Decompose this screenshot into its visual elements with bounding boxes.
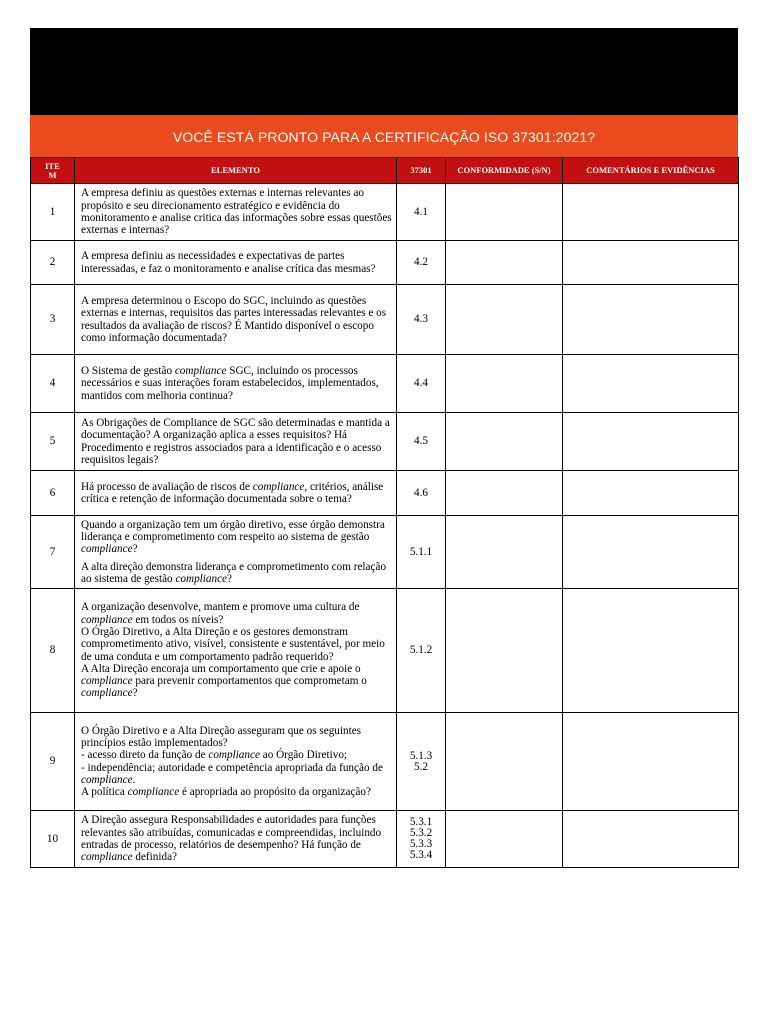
text-segment: A Direção assegura Responsabilidades e autoridades para funções relevantes são atribuídas, comunicadas e compreendidas, incluindo entradas de processo, relatórios de desempenho? Há função de xyxy=(81,814,382,851)
clause-code: 4.6 xyxy=(397,471,446,516)
comments-cell[interactable] xyxy=(563,413,739,471)
clause-code: 4.2 xyxy=(397,241,446,285)
conformity-cell[interactable] xyxy=(446,413,563,471)
text-segment: A política xyxy=(81,786,128,799)
comments-cell[interactable] xyxy=(563,241,739,285)
table-row xyxy=(31,241,739,285)
comments-cell[interactable] xyxy=(563,811,739,868)
text-segment: A empresa determinou o Escopo do SGC, incluindo as questões externas e internas, requisitos das partes interessadas relevantes e os resultados da avaliação de riscos? É Mantido disponível o escopo como informação documentada? xyxy=(81,294,387,344)
text-segment: A empresa definiu as questões externas e internas relevantes ao propósito e seu direcionamento estratégico e evidência do monitoramento e analise critica das informações sobre essas questões externas e internas? xyxy=(81,187,392,237)
header-item: ITE M xyxy=(31,158,75,184)
item-number: 7 xyxy=(31,516,75,589)
item-number: 4 xyxy=(31,355,75,413)
text-segment: O Sistema de gestão xyxy=(81,365,175,378)
text-segment: ? xyxy=(227,572,232,585)
element-text xyxy=(75,184,397,241)
text-segment: - independência; autoridade e competência apropriada da função de xyxy=(81,761,383,774)
header-element: ELEMENTO xyxy=(75,158,397,184)
table-row xyxy=(31,811,739,868)
conformity-cell[interactable] xyxy=(446,355,563,413)
table-row xyxy=(31,184,739,241)
italic-term: compliance xyxy=(81,773,133,786)
table-header-row xyxy=(31,158,739,184)
item-number: 2 xyxy=(31,241,75,285)
clause-code: 4.1 xyxy=(397,184,446,241)
conformity-cell[interactable] xyxy=(446,713,563,811)
comments-cell[interactable] xyxy=(563,184,739,241)
table-row xyxy=(31,589,739,713)
text-segment: A empresa definiu as necessidades e expectativas de partes interessadas, e faz o monitoramento e analise crítica das mesmas? xyxy=(81,250,376,275)
page-title: VOCÊ ESTÁ PRONTO PARA A CERTIFICAÇÃO ISO 37301:2021? xyxy=(30,115,738,157)
element-text xyxy=(75,471,397,516)
text-segment: A organização desenvolve, mantem e promove uma cultura de xyxy=(81,601,360,614)
comments-cell[interactable] xyxy=(563,471,739,516)
clause-code: 5.1.1 xyxy=(397,516,446,589)
text-segment: SGC, incluindo os processos necessários e suas interações foram estabelecidos, implementados, mantidos com melhoria continua? xyxy=(81,365,379,402)
element-text xyxy=(75,811,397,868)
element-text xyxy=(75,241,397,285)
italic-term: compliance xyxy=(81,543,133,556)
text-segment: é apropriada ao propósito da organização? xyxy=(179,786,371,799)
table-row xyxy=(31,285,739,355)
checklist-table xyxy=(30,157,739,868)
item-number: 8 xyxy=(31,589,75,713)
element-text xyxy=(75,589,397,713)
text-segment: - acesso direto da função de xyxy=(81,749,209,762)
item-number: 5 xyxy=(31,413,75,471)
table-row xyxy=(31,355,739,413)
comments-cell[interactable] xyxy=(563,589,739,713)
item-number: 3 xyxy=(31,285,75,355)
text-segment: O Órgão Diretivo e a Alta Direção asseguram que os seguintes princípios estão implementados? xyxy=(81,724,362,749)
comments-cell[interactable] xyxy=(563,516,739,589)
italic-term: compliance xyxy=(127,786,180,799)
italic-term: compliance xyxy=(252,480,305,493)
italic-term: compliance xyxy=(175,572,228,585)
comments-cell[interactable] xyxy=(563,285,739,355)
text-segment: Há processo de avaliação de riscos de xyxy=(81,480,253,493)
element-text xyxy=(75,285,397,355)
conformity-cell[interactable] xyxy=(446,184,563,241)
comments-cell[interactable] xyxy=(563,355,739,413)
item-number: 1 xyxy=(31,184,75,241)
italic-term: compliance xyxy=(81,687,133,700)
item-number: 6 xyxy=(31,471,75,516)
text-segment: As Obrigações de Compliance de SGC são determinadas e mantida a documentação? A organização aplica a esses requisitos? Há Procedimento e registros associados para a identificação e o acesso requisitos legais? xyxy=(81,416,390,466)
italic-term: compliance xyxy=(81,675,133,688)
element-text xyxy=(75,413,397,471)
text-segment: ? xyxy=(132,687,138,700)
text-segment: . xyxy=(132,773,136,786)
text-segment: A alta direção demonstra liderança e comprometimento com relação ao sistema de gestão xyxy=(81,560,387,585)
conformity-cell[interactable] xyxy=(446,516,563,589)
text-segment: A Alta Direção encoraja um comportamento que crie e apoie o xyxy=(81,662,361,675)
text-segment: ? xyxy=(132,543,138,556)
header-code: 37301 xyxy=(397,158,446,184)
header-conformity: CONFORMIDADE (S/N) xyxy=(446,158,563,184)
header-comments: COMENTÁRIOS E EVIDÊNCIAS xyxy=(563,158,739,184)
text-segment: O Órgão Diretivo, a Alta Direção e os gestores demonstram comprometimento ativo, visível, consistente e sustentável, por meio de uma conduta e um comportamento padrão requerido? xyxy=(81,625,385,663)
text-segment: em todos os níveis? xyxy=(132,613,224,626)
table-row xyxy=(31,471,739,516)
conformity-cell[interactable] xyxy=(446,241,563,285)
table-row xyxy=(31,413,739,471)
element-text xyxy=(75,516,397,589)
conformity-cell[interactable] xyxy=(446,589,563,713)
italic-term: compliance xyxy=(208,749,260,762)
conformity-cell[interactable] xyxy=(446,285,563,355)
comments-cell[interactable] xyxy=(563,713,739,811)
italic-term: compliance xyxy=(174,365,227,378)
item-number: 10 xyxy=(31,811,75,868)
italic-term: compliance xyxy=(81,613,133,626)
text-segment: Quando a organização tem um órgão diretivo, esse órgão demonstra liderança e comprometimento com respeito ao sistema de gestão xyxy=(81,518,385,544)
clause-code: 5.1.2 xyxy=(397,589,446,713)
text-segment: ao Órgão Diretivo; xyxy=(259,749,348,762)
text-segment: definida? xyxy=(132,851,177,864)
conformity-cell[interactable] xyxy=(446,811,563,868)
table-row xyxy=(31,713,739,811)
clause-code: 4.4 xyxy=(397,355,446,413)
checklist-sheet xyxy=(30,28,738,868)
table-body xyxy=(31,184,739,868)
element-text xyxy=(75,355,397,413)
clause-code: 5.3.1 5.3.2 5.3.3 5.3.4 xyxy=(397,811,446,868)
item-number: 9 xyxy=(31,713,75,811)
table-row xyxy=(31,516,739,589)
conformity-cell[interactable] xyxy=(446,471,563,516)
clause-code: 5.1.3 5.2 xyxy=(397,713,446,811)
italic-term: compliance xyxy=(81,851,133,864)
header-banner xyxy=(30,28,738,115)
clause-code: 4.5 xyxy=(397,413,446,471)
text-segment: , critérios, análise crítica e retenção de informação documentada sobre o tema? xyxy=(81,480,384,505)
element-text xyxy=(75,713,397,811)
clause-code: 4.3 xyxy=(397,285,446,355)
text-segment: para prevenir comportamentos que comprometam o xyxy=(132,675,367,688)
